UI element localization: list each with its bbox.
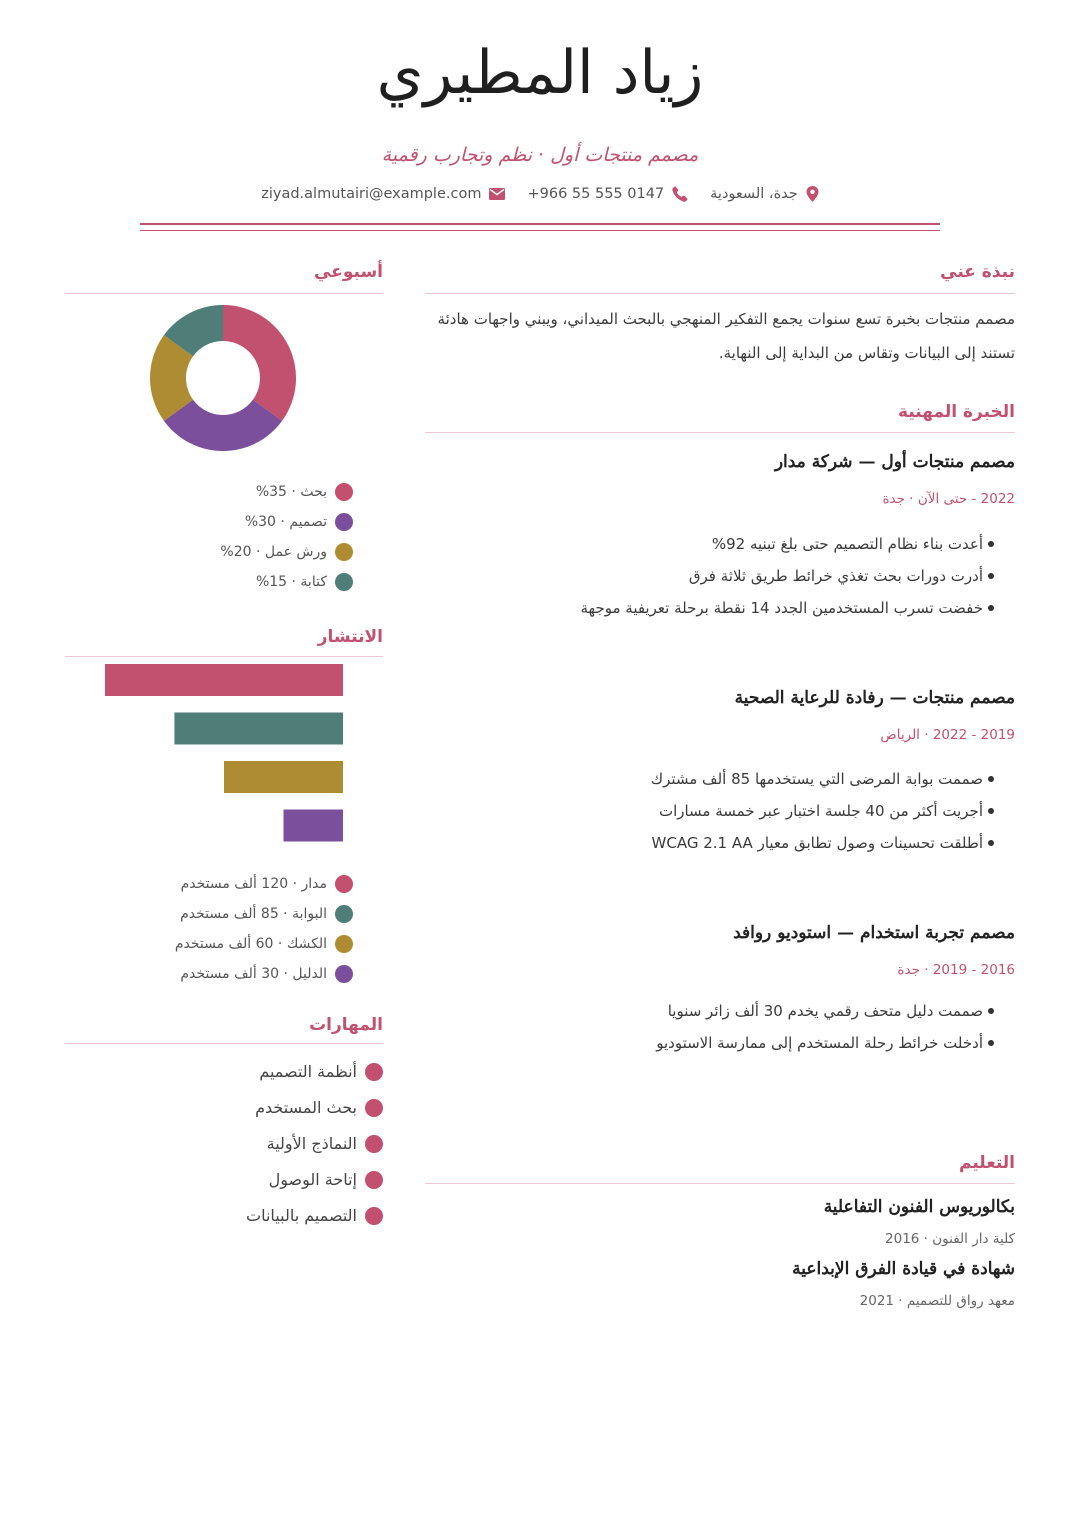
- education-title-item: شهادة في قيادة الفرق الإبداعية: [792, 1259, 1015, 1279]
- skill-label: أنظمة التصميم: [259, 1062, 357, 1081]
- section-rule: [65, 656, 383, 657]
- location-text: جدة، السعودية: [710, 186, 798, 202]
- reach-legend-item: [180, 965, 353, 983]
- legend-label: كتابة · 15%: [255, 574, 327, 590]
- job-bullet: أعدت بناء نظام التصميم حتى بلغ تبنيه 92%: [581, 528, 1016, 560]
- about-title: نبذة عني: [940, 262, 1015, 282]
- section-rule: [65, 293, 383, 294]
- reach-legend-item: [181, 875, 353, 893]
- section-rule: [425, 432, 1015, 433]
- weekly-legend-item: [256, 483, 353, 501]
- job-bullet: خفضت تسرب المستخدمين الجدد 14 نقطة برحلة تعريفية موجهة: [581, 592, 1016, 624]
- job-bullet: أدرت دورات بحث تغذي خرائط طريق ثلاثة فرق: [581, 560, 1016, 592]
- job-bullet: أدخلت خرائط رحلة المستخدم إلى ممارسة الاستوديو: [656, 1027, 1015, 1059]
- about-text: مصمم منتجات بخبرة تسع سنوات يجمع التفكير المنهجي بالبحث الميداني، ويبني واجهات هادئة تستند إلى البيانات وتقاس من البداية إلى النهاية.: [437, 310, 1015, 362]
- legend-label: مدار · 120 ألف مستخدم: [180, 876, 327, 892]
- legend-dot: [335, 875, 353, 893]
- experience-title: الخبرة المهنية: [898, 402, 1015, 422]
- phone-text: +966 55 555 0147: [527, 186, 665, 202]
- education-meta: معهد رواق للتصميم · 2021: [859, 1293, 1015, 1309]
- skill-label: بحث المستخدم: [255, 1098, 357, 1117]
- contact-phone[interactable]: [527, 186, 688, 202]
- job-bullet: صممت بوابة المرضى التي يستخدمها 85 ألف مشترك: [651, 763, 1015, 795]
- legend-label: البوابة · 85 ألف مستخدم: [180, 906, 327, 922]
- skill-bullet: [365, 1207, 383, 1225]
- job-tagline: مصمم منتجات أول · نظم وتجارب رقمية: [381, 144, 699, 166]
- education-title-item: بكالوريوس الفنون التفاعلية: [823, 1197, 1015, 1217]
- skill-item: [267, 1134, 383, 1153]
- legend-dot: [335, 935, 353, 953]
- skills-title: المهارات: [309, 1015, 383, 1035]
- job-bullets: [581, 528, 1016, 624]
- weekly-legend-item: [256, 573, 353, 591]
- section-rule: [425, 293, 1015, 294]
- contact-location: [710, 186, 819, 202]
- skill-bullet: [365, 1063, 383, 1081]
- reach-bar: [174, 713, 343, 745]
- education-title: التعليم: [959, 1153, 1015, 1173]
- reach-bar: [105, 664, 343, 696]
- skill-bullet: [365, 1171, 383, 1189]
- email-text: ziyad.almutairi@example.com: [261, 186, 482, 202]
- legend-dot: [335, 965, 353, 983]
- phone-icon: [672, 186, 688, 202]
- section-rule: [425, 1183, 1015, 1184]
- reach-legend-item: [180, 905, 353, 923]
- skill-item: [255, 1098, 383, 1117]
- skill-label: إتاحة الوصول: [268, 1170, 357, 1189]
- job-meta: 2019 - 2022 · الرياض: [880, 727, 1015, 743]
- person-name: زياد المطيري: [376, 38, 704, 108]
- job-title: مصمم تجربة استخدام — استوديو روافد: [733, 923, 1015, 943]
- legend-label: الكشك · 60 ألف مستخدم: [174, 936, 327, 952]
- header-rule: [140, 223, 940, 225]
- job-bullet: صممت دليل متحف رقمي يخدم 30 ألف زائر سنويا: [656, 995, 1015, 1027]
- weekly-legend-item: [220, 543, 353, 561]
- donut-slice: [223, 305, 296, 421]
- reach-bar-chart: [65, 660, 383, 860]
- map-pin-icon: [806, 186, 819, 202]
- weekly-title: أسبوعي: [314, 262, 383, 282]
- job-meta: 2022 - حتى الآن · جدة: [882, 491, 1015, 507]
- legend-label: بحث · 35%: [255, 484, 327, 500]
- contact-bar: [0, 186, 1080, 202]
- job-bullet: أجريت أكثر من 40 جلسة اختبار عبر خمسة مسارات: [651, 795, 1015, 827]
- skill-label: التصميم بالبيانات: [246, 1206, 357, 1225]
- reach-bar: [224, 761, 343, 793]
- skill-item: [269, 1170, 383, 1189]
- reach-bar: [284, 810, 344, 842]
- skill-label: النماذج الأولية: [266, 1134, 357, 1153]
- job-bullet: أطلقت تحسينات وصول تطابق معيار WCAG 2.1 AA: [651, 827, 1015, 859]
- legend-dot: [335, 513, 353, 531]
- legend-label: الدليل · 30 ألف مستخدم: [180, 966, 327, 982]
- reach-legend-item: [175, 935, 353, 953]
- job-meta: 2016 - 2019 · جدة: [897, 962, 1015, 978]
- skill-item: [246, 1206, 383, 1225]
- weekly-donut-chart: [143, 298, 303, 458]
- legend-dot: [335, 905, 353, 923]
- legend-dot: [335, 543, 353, 561]
- skill-item: [259, 1062, 383, 1081]
- skill-bullet: [365, 1099, 383, 1117]
- legend-label: تصميم · 30%: [244, 514, 327, 530]
- legend-dot: [335, 573, 353, 591]
- envelope-icon: [489, 188, 505, 200]
- job-title: مصمم منتجات أول — شركة مدار: [774, 452, 1015, 472]
- job-title: مصمم منتجات — رفادة للرعاية الصحية: [734, 688, 1015, 708]
- section-rule: [65, 1043, 383, 1044]
- legend-label: ورش عمل · 20%: [220, 544, 327, 560]
- header-rule-thin: [140, 230, 940, 231]
- job-bullets: [656, 995, 1015, 1059]
- reach-title: الانتشار: [317, 627, 383, 647]
- weekly-legend-item: [245, 513, 353, 531]
- education-meta: كلية دار الفنون · 2016: [885, 1231, 1015, 1247]
- job-bullets: [651, 763, 1015, 859]
- skill-bullet: [365, 1135, 383, 1153]
- legend-dot: [335, 483, 353, 501]
- contact-email[interactable]: [261, 186, 505, 202]
